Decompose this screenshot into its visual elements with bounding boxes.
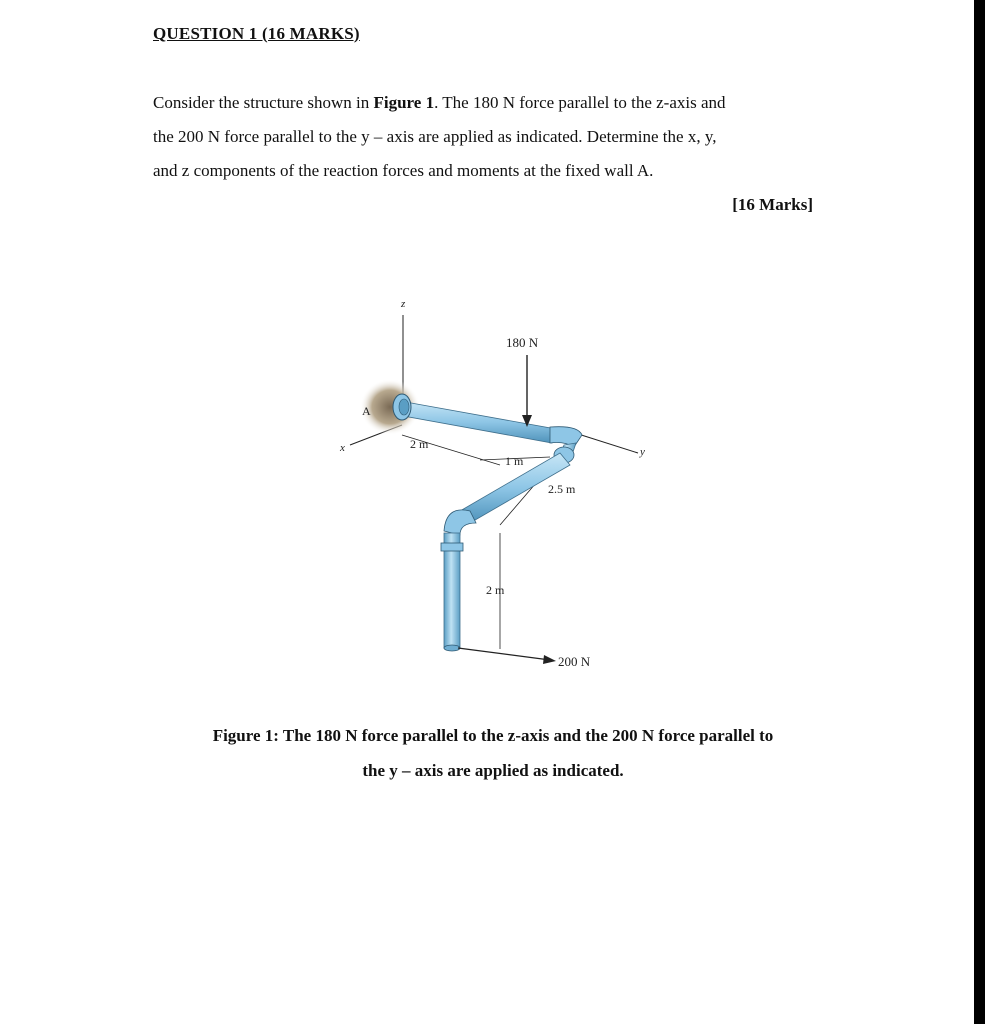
y-axis-label: y [640, 446, 645, 458]
marks-label: [16 Marks] [732, 195, 813, 214]
paragraph-line-1: Consider the structure shown in Figure 1. The 180 N force parallel to the z-axis and [153, 93, 726, 112]
force-200n-label: 200 N [558, 654, 591, 669]
force-180n-label: 180 N [506, 335, 539, 350]
pipe-collar [441, 543, 463, 551]
dim-2-5m: 2.5 m [548, 482, 576, 496]
x-axis-label: x [340, 442, 345, 454]
force-200n-arrow [458, 648, 550, 660]
caption-line-2: the y – axis are applied as indicated. [362, 761, 624, 780]
figure-caption [153, 718, 833, 788]
z-axis-label: z [401, 298, 406, 310]
question-paragraph [153, 86, 823, 188]
dim-2m-top: 2 m [410, 437, 429, 451]
support-label-a: A [362, 404, 371, 418]
elbow-3 [444, 510, 476, 535]
paragraph-line-3: and z components of the reaction forces and moments at the fixed wall A. [153, 161, 654, 180]
caption-line-1: Figure 1: The 180 N force parallel to the z-axis and the 200 N force parallel to [212, 726, 774, 745]
elbow-1 [550, 427, 582, 447]
force-200n-arrowhead [543, 655, 556, 664]
pipe-structure-figure [320, 285, 680, 685]
question-title: QUESTION 1 (16 MARKS) [153, 24, 360, 43]
wall-flange-inner [399, 399, 409, 415]
pipe-end [444, 645, 460, 651]
dim-2m-vertical: 2 m [486, 583, 505, 597]
dim-1m: 1 m [505, 454, 524, 468]
paragraph-line-2: the 200 N force parallel to the y – axis are applied as indicated. Determine the x, y, [153, 127, 717, 146]
y-axis-line [575, 433, 638, 453]
